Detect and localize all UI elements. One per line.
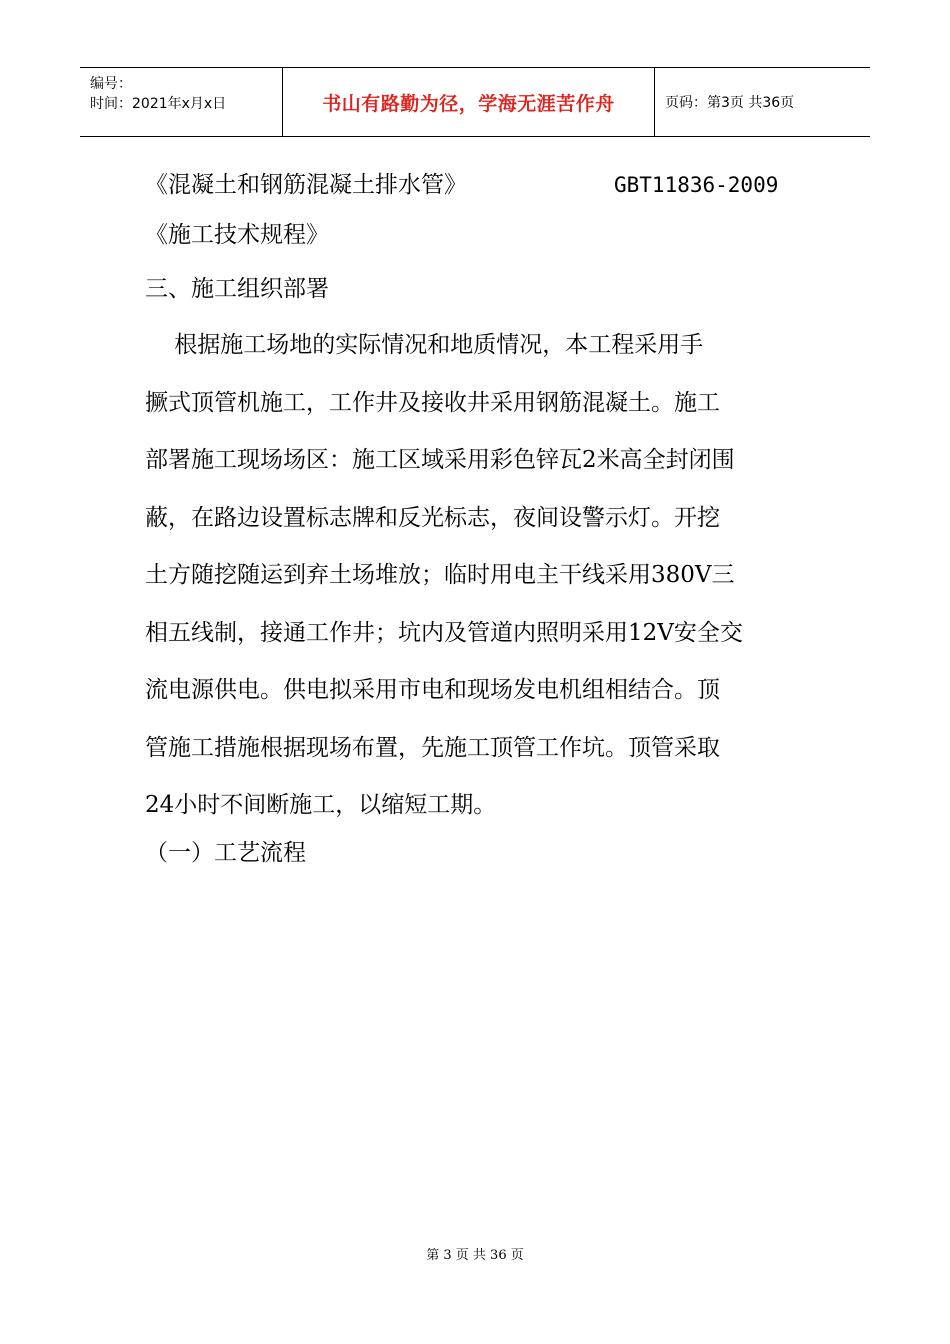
paragraph-line: 蔽，在路边设置标志牌和反光标志，夜间设警示灯。开挖 [145, 504, 720, 531]
paragraph-line: 根据施工场地的实际情况和地质情况，本工程采用手 [145, 332, 704, 358]
document-time-label: 时间：2021年x月x日 [90, 96, 227, 112]
paragraph-line: 流电源供电。供电拟采用市电和现场发电机组相结合。顶 [145, 677, 720, 703]
header-motto-cell [282, 68, 655, 136]
reference-title-2: 《施工技术规程》 [145, 222, 329, 248]
page-header [80, 67, 870, 137]
paragraph-line: 部署施工现场场区：施工区域采用彩色锌瓦2米高全封闭围 [145, 447, 735, 473]
header-meta [80, 68, 282, 136]
header-page-cell [655, 68, 870, 136]
subsection-heading: （一）工艺流程 [145, 840, 306, 866]
paragraph-line: 管施工措施根据现场布置，先施工顶管工作坑。顶管采取 [145, 734, 720, 761]
header-motto: 书山有路勤为径，学海无涯苦作舟 [322, 92, 615, 115]
body-paragraph [145, 317, 815, 835]
paragraph-line: 撅式顶管机施工，工作井及接收井采用钢筋混凝土。施工 [145, 389, 720, 416]
reference-title: 《混凝土和钢筋混凝土排水管》 [145, 172, 467, 198]
document-number-label: 编号： [90, 76, 132, 92]
paragraph-line: 土方随挖随运到弃土场堆放；临时用电主干线采用380V三 [145, 562, 735, 588]
header-page-info: 页码：第3页 共36页 [665, 95, 795, 111]
section-heading: 三、施工组织部署 [145, 276, 329, 302]
reference-row [145, 162, 795, 208]
paragraph-line: 24小时不间断施工，以缩短工期。 [145, 792, 497, 818]
reference-standard: GBT11836-2009 [614, 173, 779, 197]
page-footer: 第 3 页 共 36 页 [426, 1248, 524, 1263]
paragraph-line: 相五线制，接通工作井；坑内及管道内照明采用12V安全交 [145, 619, 743, 646]
